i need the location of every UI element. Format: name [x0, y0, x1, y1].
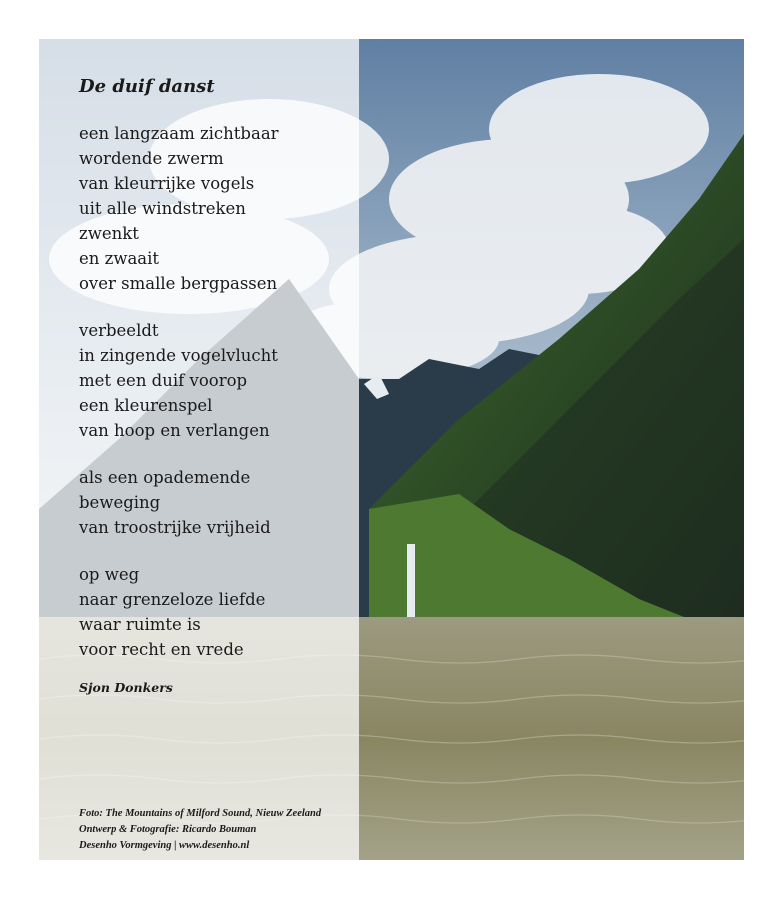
poem-line: in zingende vogelvlucht: [79, 346, 278, 365]
poem-author: Sjon Donkers: [79, 680, 173, 695]
poem-line: van kleurrijke vogels: [79, 174, 255, 193]
poem-line: uit alle windstreken: [79, 199, 246, 218]
poem-line: verbeeldt: [79, 321, 159, 340]
poem-line: van troostrijke vrijheid: [79, 518, 271, 537]
poem-line: zwenkt: [79, 224, 139, 243]
poem-line: naar grenzeloze liefde: [79, 590, 266, 609]
credits: [79, 806, 321, 854]
poem-line: van hoop en verlangen: [79, 421, 270, 440]
stanza-4: [79, 562, 349, 662]
poem-line: beweging: [79, 493, 161, 512]
poster: [39, 39, 744, 860]
poem-line: als een opademende: [79, 468, 251, 487]
photo-credit: Foto: The Mountains of Milford Sound, Nieuw Zeeland: [79, 808, 322, 819]
stanza-1: [79, 121, 349, 296]
poem-line: een kleurenspel: [79, 396, 213, 415]
poem-line: voor recht en vrede: [79, 640, 244, 659]
stanza-2: [79, 318, 349, 443]
poem-line: over smalle bergpassen: [79, 274, 278, 293]
poem-line: en zwaait: [79, 249, 160, 268]
studio-credit: Desenho Vormgeving | www.desenho.nl: [79, 840, 250, 851]
poem-line: op weg: [79, 565, 140, 584]
poem-line: met een duif voorop: [79, 371, 248, 390]
waterfall: [407, 544, 415, 619]
poem-line: een langzaam zichtbaar: [79, 124, 279, 143]
poem-line: waar ruimte is: [79, 615, 201, 634]
poem: [79, 75, 349, 695]
stanza-3: [79, 465, 349, 540]
design-credit: Ontwerp & Fotografie: Ricardo Bouman: [79, 824, 257, 835]
poem-line: wordende zwerm: [79, 149, 224, 168]
poem-title: De duif danst: [79, 76, 215, 97]
